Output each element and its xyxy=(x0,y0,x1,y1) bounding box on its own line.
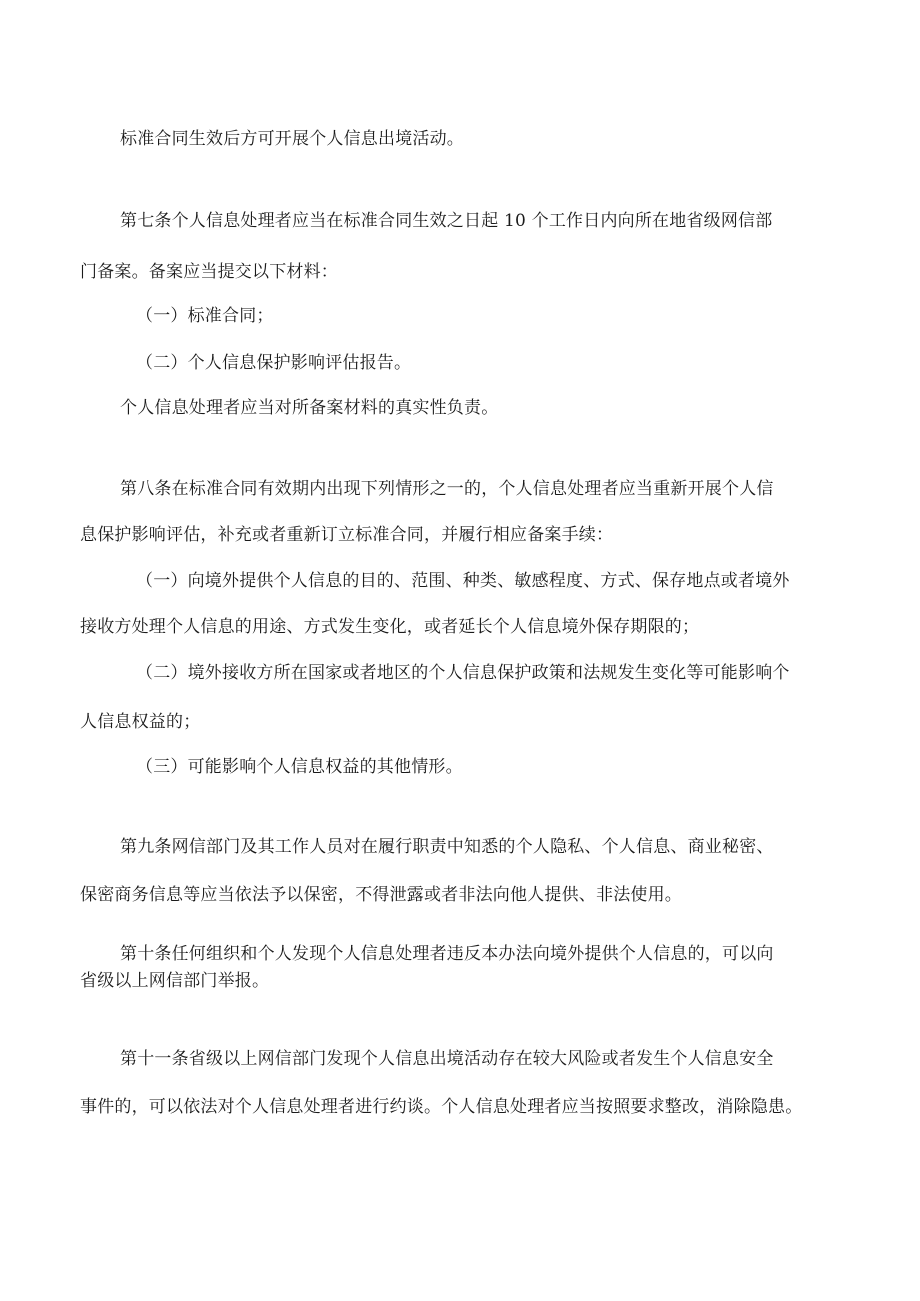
text-line: 息保护影响评估，补充或者重新订立标准合同，并履行相应备案手续： xyxy=(80,525,614,545)
text-line: 标准合同生效后方可开展个人信息出境活动。 xyxy=(120,129,464,149)
text-line: 第十一条省级以上网信部门发现个人信息出境活动存在较大风险或者发生个人信息安全 xyxy=(120,1049,774,1069)
text-line: 第九条网信部门及其工作人员对在履行职责中知悉的个人隐私、个人信息、商业秘密、 xyxy=(120,837,774,857)
text-line: （二）境外接收方所在国家或者地区的个人信息保护政策和法规发生变化等可能影响个 xyxy=(136,663,790,683)
text-line: 人信息权益的； xyxy=(80,712,201,732)
text-line: （二）个人信息保护影响评估报告。 xyxy=(136,353,412,373)
text-line: 省级以上网信部门举报。 xyxy=(80,971,270,991)
text-line: 第八条在标准合同有效期内出现下列情形之一的，个人信息处理者应当重新开展个人信 xyxy=(120,479,774,499)
text-line: （一）向境外提供个人信息的目的、范围、种类、敏感程度、方式、保存地点或者境外 xyxy=(136,571,790,591)
text-line: 个人信息处理者应当对所备案材料的真实性负责。 xyxy=(120,398,499,418)
text-line: 事件的，可以依法对个人信息处理者进行约谈。个人信息处理者应当按照要求整改，消除隐患。 xyxy=(80,1097,803,1117)
text-line: 门备案。备案应当提交以下材料： xyxy=(80,262,338,282)
text-line: （一）标准合同； xyxy=(136,306,274,326)
text-line: 接收方处理个人信息的用途、方式发生变化，或者延长个人信息境外保存期限的； xyxy=(80,617,700,637)
text-line: （三）可能影响个人信息权益的其他情形。 xyxy=(136,757,463,777)
text-line: 第十条任何组织和个人发现个人信息处理者违反本办法向境外提供个人信息的，可以向 xyxy=(120,944,774,964)
text-line: 第七条个人信息处理者应当在标准合同生效之日起 10 个工作日内向所在地省级网信部 xyxy=(120,211,773,231)
text-line: 保密商务信息等应当依法予以保密，不得泄露或者非法向他人提供、非法使用。 xyxy=(80,885,682,905)
